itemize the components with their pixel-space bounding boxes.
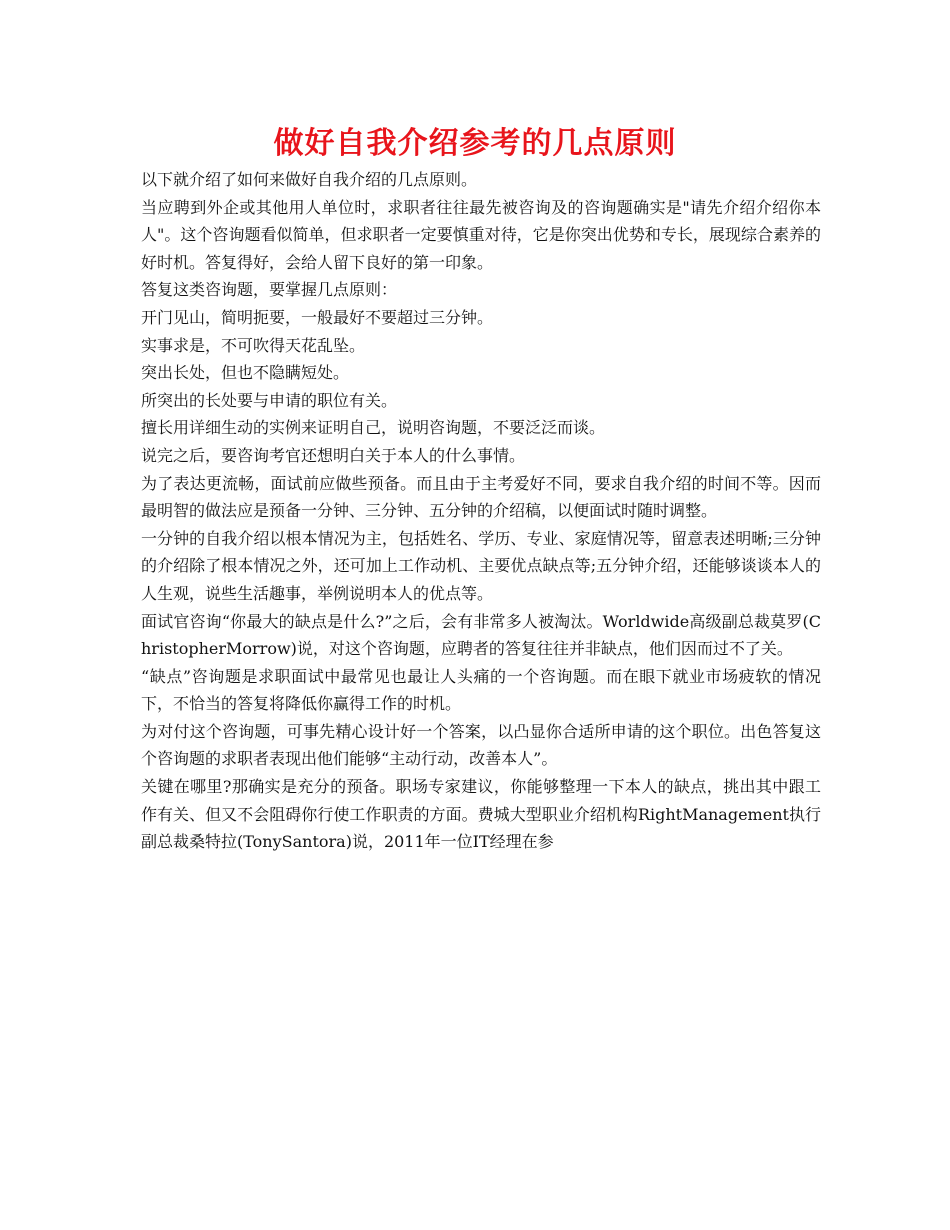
paragraph-principle-3: 突出长处，但也不隐瞒短处。 bbox=[141, 363, 350, 383]
paragraph-principle-4: 所突出的长处要与申请的职位有关。 bbox=[141, 390, 398, 410]
paragraph-principle-1: 开门见山，简明扼要，一般最好不要超过三分钟。 bbox=[141, 307, 494, 327]
paragraph-weakness-question: 面试官咨询“你最大的缺点是什么?”之后，会有非常多人被淘汰。Worldwide高级副总裁莫罗(ChristopherMorrow)说，对这个咨询题，应聘者的答复往往并非缺点，他们因而过不了关。 bbox=[141, 611, 821, 659]
paragraph-weakness-answer: 为对付这个咨询题，可事先精心设计好一个答案，以凸显你合适所申请的这个职位。出色答复这个咨询题的求职者表现出他们能够“主动行动，改善本人”。 bbox=[141, 721, 821, 769]
paragraph-durations: 一分钟的自我介绍以根本情况为主，包括姓名、学历、专业、家庭情况等，留意表述明晰;三分钟的介绍除了根本情况之外，还可加上工作动机、主要优点缺点等;五分钟介绍，还能够谈谈本人的人生观，说些生活趣事，举例说明本人的优点等。 bbox=[141, 528, 821, 603]
paragraph-preparation: 为了表达更流畅，面试前应做些预备。而且由于主考爱好不同，要求自我介绍的时间不等。因而最明智的做法应是预备一分钟、三分钟、五分钟的介绍稿，以便面试时随时调整。 bbox=[141, 473, 821, 521]
document-title: 做好自我介绍参考的几点原则 bbox=[273, 126, 677, 161]
paragraph-weakness-common: “缺点”咨询题是求职面试中最常见也最让人头痛的一个咨询题。而在眼下就业市场疲软的情况下，不恰当的答复将降低你赢得工作的时机。 bbox=[141, 666, 821, 714]
paragraph-intro: 以下就介绍了如何来做好自我介绍的几点原则。 bbox=[141, 170, 478, 189]
paragraph-question: 当应聘到外企或其他用人单位时，求职者往往最先被咨询及的咨询题确实是"请先介绍介绍你本人"。这个咨询题看似简单，但求职者一定要慎重对待，它是你突出优势和专长，展现综合素养的好时机。答复得好，会给人留下良好的第一印象。 bbox=[141, 197, 821, 272]
document-body bbox=[141, 166, 821, 856]
paragraph-principles-lead: 答复这类咨询题，要掌握几点原则： bbox=[141, 280, 398, 300]
paragraph-principle-5: 擅长用详细生动的实例来证明自己，说明咨询题，不要泛泛而谈。 bbox=[141, 418, 606, 438]
paragraph-key-preparation: 关键在哪里?那确实是充分的预备。职场专家建议，你能够整理一下本人的缺点，挑出其中跟工作有关、但又不会阻碍你行使工作职责的方面。费城大型职业介绍机构RightManagement执行副总裁桑特拉(TonySantora)说，2011年一位IT经理在参 bbox=[141, 777, 821, 852]
paragraph-principle-2: 实事求是，不可吹得天花乱坠。 bbox=[141, 335, 366, 355]
paragraph-principle-6: 说完之后，要咨询考官还想明白关于本人的什么事情。 bbox=[141, 445, 526, 465]
